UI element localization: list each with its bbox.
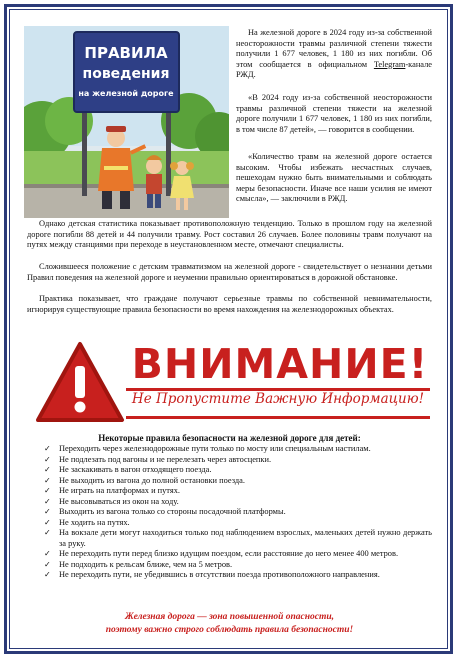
child-injury-paragraph: Сложившееся положение с детским травматизмом на железной дороге - свидетельствует о незнании детьми Правил поведения на железной дороге и неумении правильно ориентироваться в дорожной обстановке. [27, 262, 432, 282]
quote-paragraph: «В 2024 году из-за собственной неосторожности травмы различной степени тяжести на железной дороге получили 1 677 человек, 1 180 из них погибли, в том числе 87 детей», — говорится в сообщении. [236, 93, 432, 134]
sign-line3: на железной дороге [78, 89, 174, 98]
check-icon: ✓ [44, 444, 51, 453]
check-icon: ✓ [44, 570, 51, 579]
intro-paragraph: На железной дороге в 2024 году из-за собственной неосторожности травмы различной степени тяжести получили 1 677 человек, 1 180 из них погибли. Об этом сообщается в официальном Telegram-канале РЖД. [236, 28, 432, 80]
footer-line2: поэтому важно строго соблюдать правила безопасности! [105, 625, 354, 635]
check-icon: ✓ [44, 549, 51, 558]
rule-item: ✓ Не переходить пути перед близко идущим поездом, если расстояние до него менее 400 метров. [44, 549, 399, 558]
child-statistics-paragraph: Однако детская статистика показывает противоположную тенденцию. Только в прошлом году на железной дороге погибли 88 детей и 44 получили травму. Рост составил 26 случаев. Более половины травм получают на путях между станциями при переходе в неустановленном месте, отмечают специалисты. [27, 219, 432, 250]
check-icon: ✓ [44, 496, 51, 506]
rule-item: ✓ Не подходить к рельсам ближе, чем на 5 метров. [44, 559, 233, 569]
rzd-conclusion-paragraph: «Количество травм на железной дороге остается высоким. Чтобы избежать несчастных случаев, пешеходам нужно быть внимательными и соблюдать меры безопасности. Иначе все наши усилия не имеют смысла», — заключили в РЖД. [236, 152, 432, 204]
rule-item: ✓ Не высовываться из окон на ходу. [44, 496, 179, 506]
check-icon: ✓ [44, 475, 51, 485]
rules-list [44, 444, 432, 581]
check-icon: ✓ [44, 528, 51, 537]
sign-line2: поведения [82, 66, 170, 82]
check-icon: ✓ [44, 559, 51, 569]
footer-line1: Железная дорога — зона повышенной опасности, [124, 612, 335, 622]
attention-subtitle: Не Пропустите Важную Информацию! [131, 391, 425, 407]
rule-item: ✓ Не выходить из вагона до полной остановки поезда. [44, 475, 245, 485]
check-icon: ✓ [44, 517, 51, 527]
check-icon: ✓ [44, 507, 51, 516]
rule-item: ✓ Не заскакивать в вагон отходящего поезда. [44, 465, 212, 474]
telegram-link[interactable]: Telegram [373, 59, 406, 69]
rules-title: Некоторые правила безопасности на железной дороге для детей: [98, 433, 361, 443]
railway-rules-illustration [24, 26, 229, 218]
rule-item: ✓ Не подлезать под вагоны и не перелезать через автосцепки. [44, 454, 272, 464]
attention-title: ВНИМАНИЕ! [131, 340, 429, 388]
sign-line1: ПРАВИЛА [84, 44, 168, 62]
rule-item: ✓ Выходить из вагона только со стороны посадочной платформы. [44, 507, 286, 516]
rule-item: ✓ На вокзале дети могут находиться только под наблюдением взрослых, маленьких детей нужно держать за руку. [44, 528, 432, 548]
rule-item: ✓ Переходить через железнодорожные пути только по мосту или специальным настилам. [44, 444, 371, 453]
practice-paragraph: Практика показывает, что граждане получают серьезные травмы по собственной невнимательности, игнорируя существующие правила безопасности во время нахождения на железнодорожных объектах. [27, 294, 432, 314]
check-icon: ✓ [44, 454, 51, 464]
check-icon: ✓ [44, 465, 51, 474]
footer-warning [27, 611, 432, 637]
rule-item: ✓ Не играть на платформах и путях. [44, 486, 180, 495]
rule-item: ✓ Не ходить на путях. [44, 517, 130, 527]
rule-item: ✓ Не переходить пути, не убедившись в отсутствии поезда противоположного направления. [44, 570, 380, 579]
check-icon: ✓ [44, 486, 51, 495]
